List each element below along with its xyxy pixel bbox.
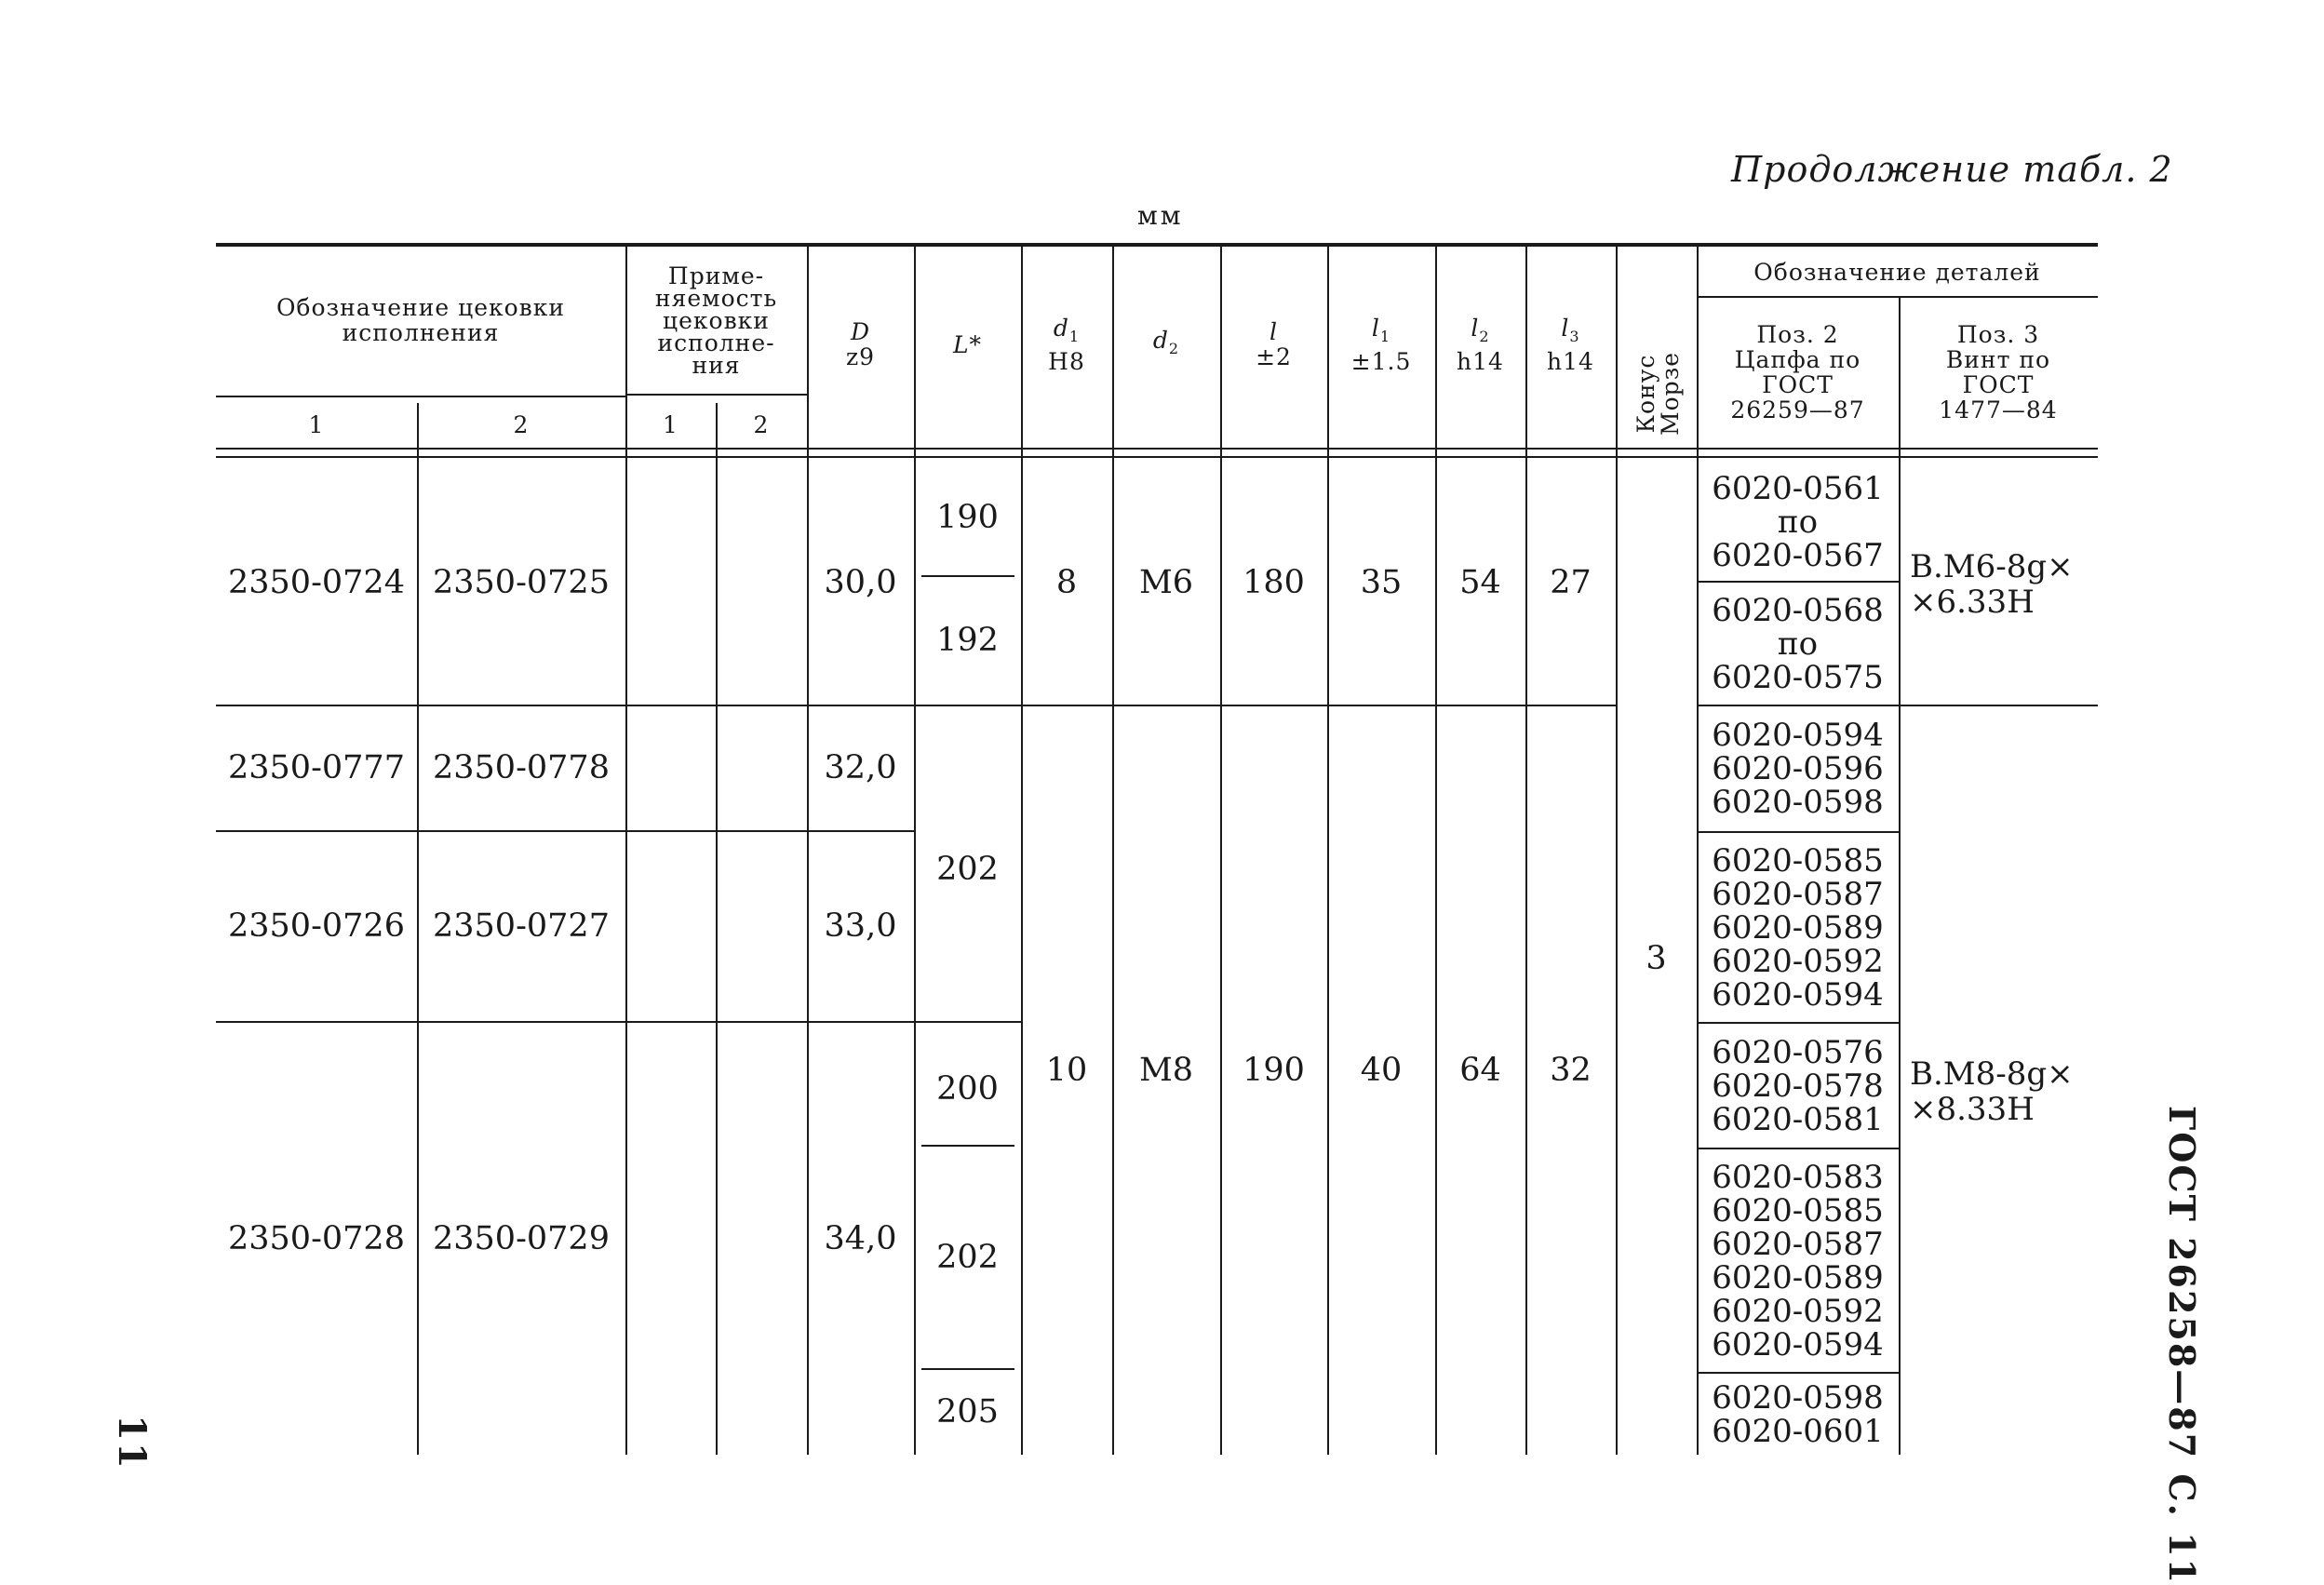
header-d1-tolerance: H8 [1048,347,1085,375]
L-value-4: 200 [936,1069,999,1108]
row-3-designation-1: 2350-0726 [228,907,405,945]
header-pos2: Поз. 2 Цапфа по ГОСТ 26259—87 [1730,321,1865,423]
header-designation-2: 2 [513,410,530,438]
group-2-l3: 32 [1550,1051,1592,1089]
header-l1-tolerance: ±1.5 [1350,347,1412,375]
pos2-group-7: 6020-0598 6020-0601 [1712,1378,1884,1450]
group-2-l1: 40 [1360,1051,1403,1089]
header-pos3: Поз. 3 Винт по ГОСТ 1477—84 [1939,321,2058,423]
group-1-l2: 54 [1459,563,1501,601]
group-1-d2: M6 [1138,563,1194,601]
row-4-designation-1: 2350-0728 [228,1219,405,1257]
pos3-group-2: B.M8-8g× ×8.33H [1910,1055,2074,1128]
header-L: L* [952,330,983,358]
header-D [807,247,914,442]
pos2-group-6: 6020-0583 6020-0585 6020-0587 6020-0589 6020-0592 6020-0594 [1712,1158,1884,1363]
morse-value: 3 [1646,939,1667,977]
group-1-d1: 8 [1055,563,1078,601]
pos2-group-3: 6020-0594 6020-0596 6020-0598 [1712,717,1884,821]
row-1-designation-2: 2350-0725 [433,563,610,601]
header-l3-tolerance: h14 [1547,347,1594,375]
header-designation-text: Обозначение цековки исполнения [275,294,566,346]
header-d1 [1021,247,1112,442]
group-1-l1: 35 [1360,563,1403,601]
header-d1-sub: 1 [1068,327,1081,345]
pos2-group-1: 6020-0561 по 6020-0567 [1712,469,1884,574]
pos2-group-5: 6020-0576 6020-0578 6020-0581 [1712,1033,1884,1138]
group-1-l: 180 [1243,563,1305,601]
row-1-designation-1: 2350-0724 [228,563,405,601]
header-d2-sub: 2 [1168,340,1180,357]
side-label: ГОСТ 26258—87 С. 11 [2161,1106,2203,1585]
header-l3-sub: 3 [1569,327,1580,345]
header-l1-sub: 1 [1379,327,1391,345]
header-applicability: Приме- няемость цековки исполне- ния [654,262,778,379]
header-d2-symbol: d [1152,327,1169,354]
header-l [1220,247,1327,442]
units-label: мм [1137,200,1184,231]
group-2-d2: M8 [1138,1051,1194,1089]
header-morse: Конус Морзе [1632,351,1684,436]
group-2-d1: 10 [1045,1051,1088,1089]
table-caption: Продолжение табл. 2 [1731,149,2173,190]
group-2-l: 190 [1243,1051,1305,1089]
row-2-designation-1: 2350-0777 [228,749,405,786]
L-value-1: 190 [936,499,999,536]
L-value-2: 192 [936,622,999,659]
header-l-tolerance: ±2 [1256,343,1292,370]
header-l2 [1435,247,1525,442]
row-2-designation-2: 2350-0778 [433,749,610,786]
L-value-5: 202 [936,1238,999,1276]
header-designation-1: 1 [308,410,325,438]
header-l2-tolerance: h14 [1457,347,1504,375]
row-3-D: 33,0 [824,907,897,945]
page-number: 11 [110,1415,154,1471]
header-D-symbol: D [850,318,871,345]
header-l-symbol: l [1269,318,1278,345]
group-2-l2: 64 [1459,1051,1501,1089]
header-d2 [1112,247,1220,442]
pos3-group-1: B.M6-8g× ×6.33H [1910,548,2074,621]
L-value-6: 205 [936,1393,999,1431]
header-applicability-1: 1 [663,410,678,438]
pos2-group-2: 6020-0568 по 6020-0575 [1712,591,1884,696]
row-4-D: 34,0 [824,1219,897,1257]
header-l1-symbol: l [1371,314,1380,342]
header-l3 [1525,247,1616,442]
header-designation [216,247,625,394]
header-l3-symbol: l [1561,314,1570,342]
header-l2-sub: 2 [1479,327,1490,345]
header-applicability-2: 2 [753,410,770,438]
row-2-D: 32,0 [824,749,897,786]
header-D-tolerance: z9 [845,343,876,370]
row-1-D: 30,0 [824,563,897,601]
group-1-l3: 27 [1550,563,1592,601]
header-parts: Обозначение деталей [1753,258,2041,286]
row-4-designation-2: 2350-0729 [433,1219,610,1257]
header-l2-symbol: l [1471,314,1480,342]
header-l1 [1327,247,1435,442]
header-d1-symbol: d [1053,314,1069,342]
L-value-3: 202 [936,850,999,888]
row-3-designation-2: 2350-0727 [433,907,610,945]
pos2-group-4: 6020-0585 6020-0587 6020-0589 6020-0592 6020-0594 [1712,841,1884,1014]
